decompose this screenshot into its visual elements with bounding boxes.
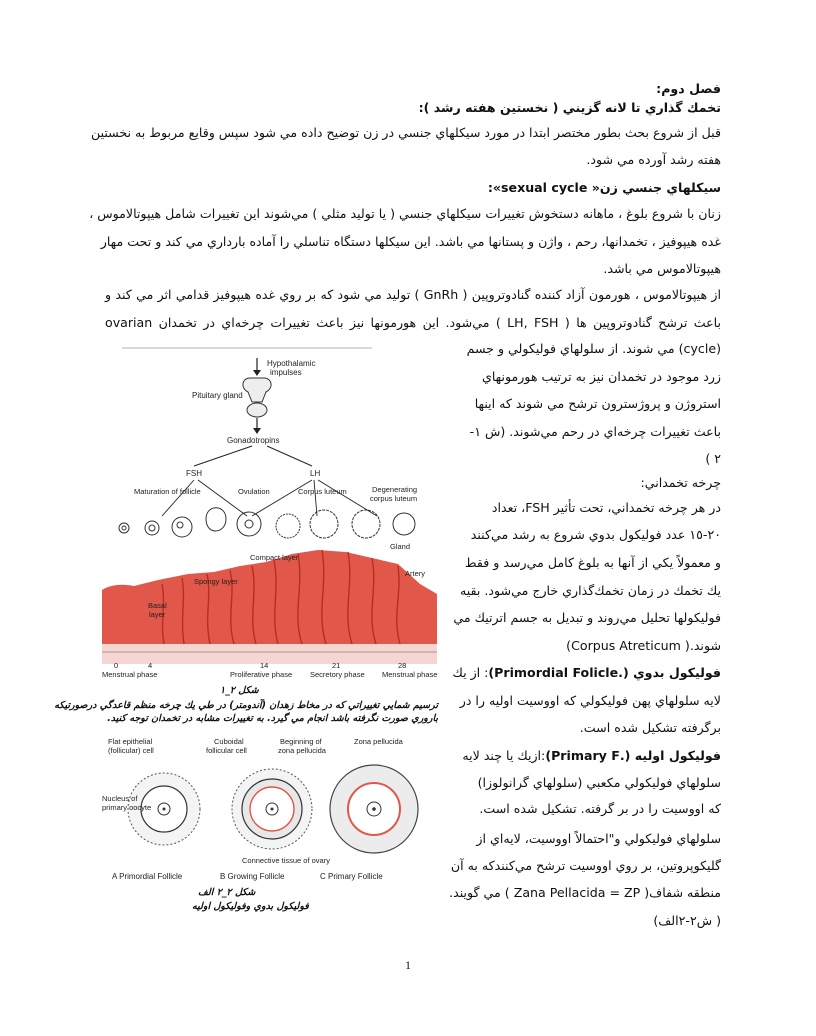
hormones-line-1: از هيپوتالاموس ، هورمون آزاد كننده گنادوتروپين ( GnRh ) توليد مي شود كه بر روي غده هيپوفيز قدامي اثر مي كند و <box>105 287 721 302</box>
ovarian-line-5: فوليكولها تحليل مي‌روند و تبديل به جسم اترتيك مي <box>453 610 721 625</box>
primary-line-4: سلولهاي فوليكولي و"احتمالاً اووسيت، لايه‌اي از <box>476 831 721 846</box>
label-degenerating: Degenerating <box>372 485 418 494</box>
figure1-caption-2: باروري صورت نگرفته باشد انجام مي گيرد. به تغييرات مشابه در تخمدان توجه كنيد. <box>107 713 438 724</box>
primary-line-6: منطقه شفاف( Zana Pellacida = ZP ) مي گويند. <box>449 885 721 900</box>
label-impulses: impulses <box>270 368 302 377</box>
label-connective: Connective tissue of ovary <box>242 856 330 865</box>
label-gland: Gland <box>390 542 411 551</box>
day-14: 14 <box>260 661 269 670</box>
label-lh: LH <box>310 469 321 478</box>
primary-title: فوليكول اوليه (.Primary F) <box>545 748 721 763</box>
label-a: A Primordial Follicle <box>112 872 183 881</box>
ovarian-line-4: يك تخمك در زمان تخمك‌گذاري خارج مي‌شود. بقيه <box>459 583 721 598</box>
label-zona: Zona pellucida <box>354 737 403 746</box>
primary-follicle <box>330 765 418 853</box>
primordial-line-1: : از يك <box>452 665 489 680</box>
primary-line-1: :ازيك يا چند لايه <box>462 748 546 763</box>
follicles-figure <box>102 733 437 885</box>
label-beginning-2: zona pellucida <box>278 746 326 755</box>
figure1-number: شكل ٢_١ <box>220 685 259 696</box>
label-flat: Flat epithelial <box>108 737 153 746</box>
label-compact: Compact layer <box>250 553 299 562</box>
primary-paragraph <box>448 747 721 765</box>
hormones-line-4: زرد موجود در تخمدان نيز به ترتيب هورمونهاي <box>481 369 721 384</box>
primary-line-3: كه اووسيت را در بر گرفته. تشكيل شده است. <box>479 801 721 816</box>
label-basal: Basal <box>148 601 167 610</box>
label-c: C Primary Follicle <box>320 872 383 881</box>
label-flat-2: (follicular) cell <box>108 746 154 755</box>
label-corpus-luteum: Corpus luteum <box>298 487 347 496</box>
label-spongy: Spongy layer <box>194 577 238 586</box>
primordial-title: فوليكول بدوي (.Primordial Folicle) <box>488 665 721 680</box>
label-b: B Growing Follicle <box>220 872 285 881</box>
label-beginning: Beginning of <box>280 737 322 746</box>
day-21: 21 <box>332 661 341 670</box>
day-4: 4 <box>148 661 153 670</box>
sexual-cycle-line-3: هيپوتالاموس مي باشد. <box>603 261 721 276</box>
primary-line-7: ( ش٢-٢الف) <box>653 913 721 928</box>
chapter-heading: فصل دوم: <box>656 81 721 96</box>
primordial-paragraph <box>448 664 721 682</box>
section-title: تخمك گذاري تا لانه گزيني ( نخستين هفته رشد ): <box>418 100 721 115</box>
ovarian-line-6: شوند.( Corpus Atreticum) <box>566 638 721 653</box>
label-cuboidal: Cuboidal <box>214 737 244 746</box>
hormones-line-6: باعث تغييرات چرخه‌اي در رحم مي‌شوند. (ش ١- <box>469 424 721 439</box>
label-secretory: Secretory phase <box>310 670 365 679</box>
figure2-number: شكل ٢_٢ الف <box>198 887 256 898</box>
hormones-line-3: (cycle) مي شوند. از سلولهاي فوليكولي و جسم <box>466 341 721 356</box>
primordial-line-3: برگرفته تشكيل شده است. <box>579 720 721 735</box>
day-0: 0 <box>114 661 119 670</box>
label-nucleus: Nucleus of <box>102 794 138 803</box>
figure2-caption: فوليكول بدوي وفوليكول اوليه <box>192 901 309 912</box>
label-artery: Artery <box>405 569 426 578</box>
hormones-line-5: استروژن و پروژسترون ترشح مي شوند كه اينها <box>474 396 721 411</box>
primary-line-5: گليكوپروتين، بر روي اووسيت ترشح مي‌كنندكه به آن <box>450 858 721 873</box>
label-pituitary: Pituitary gland <box>192 391 243 400</box>
label-fsh: FSH <box>186 469 202 478</box>
sexual-cycle-title: سيكلهاي جنسي زن« sexual cycle»: <box>487 180 721 195</box>
intro-line-2: هفته رشد آورده مي شود. <box>586 152 721 167</box>
sexual-cycle-line-1: زنان با شروع بلوغ ، ماهانه دستخوش تغييرات سيكلهاي جنسي ( يا توليد مثلي ) مي‌شوند اين تغييرات شامل هيپوتالاموس ، <box>89 206 721 221</box>
day-28: 28 <box>398 661 407 670</box>
page-number: 1 <box>405 958 411 972</box>
menstrual-cycle-figure <box>102 344 437 684</box>
hormones-line-7: ٢ ) <box>705 451 721 466</box>
label-hypothalamic: Hypothalamic <box>267 359 316 368</box>
label-menstrual: Menstrual phase <box>102 670 158 679</box>
label-maturation: Maturation of follicle <box>134 487 201 496</box>
label-proliferative: Proliferative phase <box>230 670 293 679</box>
hormones-line-2: باعث ترشح گنادوتروپين ها ( LH, FSH ) مي‌شود. اين هورمونها نيز باعث تغييرات چرخه‌اي در تخمدان ovarian <box>105 315 721 330</box>
label-cuboidal-2: follicular cell <box>206 746 247 755</box>
label-ovulation: Ovulation <box>238 487 270 496</box>
label-gonadotropins: Gonadotropins <box>227 436 280 445</box>
intro-line-1: قبل از شروع بحث بطور مختصر ابتدا در مورد سيكلهاي جنسي در زن توضيح داده مي شود سپس وقايع مربوط به نخستين <box>90 125 721 140</box>
sexual-cycle-line-2: غده هيپوفيز ، تخمدانها، رحم ، واژن و پستانها مي باشد. اين سيكلها دستگاه تناسلي را آماده بارداري مي كند و تحت مهار <box>100 234 721 249</box>
ovarian-line-2: ٢٠-١٥ عدد فوليكول بدوي شروع به رشد مي‌كنند <box>470 527 721 542</box>
label-basal-2: layer <box>149 610 166 619</box>
label-degenerating-2: corpus luteum <box>370 494 418 503</box>
label-nucleus-2: primary oocyte <box>102 803 152 812</box>
figure1-caption-1: ترسيم شمايي تغييراتي كه در مخاط زهدان (آندومتر) در طي يك چرخه منظم قاعدگي درصورتيكه <box>54 700 438 711</box>
ovarian-line-3: و معمولاً يكي از آنها به بلوغ كامل مي‌رسد و فقط <box>464 555 721 570</box>
ovarian-title: چرخه تخمداني: <box>640 475 721 490</box>
primary-line-2: سلولهاي فوليكولي مكعبي (سلولهاي گرانولوزا) <box>477 775 721 790</box>
growing-follicle <box>232 769 312 849</box>
label-menstrual-2: Menstrual phase <box>382 670 437 679</box>
primordial-line-2: لايه سلولهاي پهن فوليكولي كه اووسيت اوليه را در <box>459 693 721 708</box>
ovarian-line-1: در هر چرخه تخمداني، تحت تأثير FSH، تعداد <box>491 500 721 515</box>
